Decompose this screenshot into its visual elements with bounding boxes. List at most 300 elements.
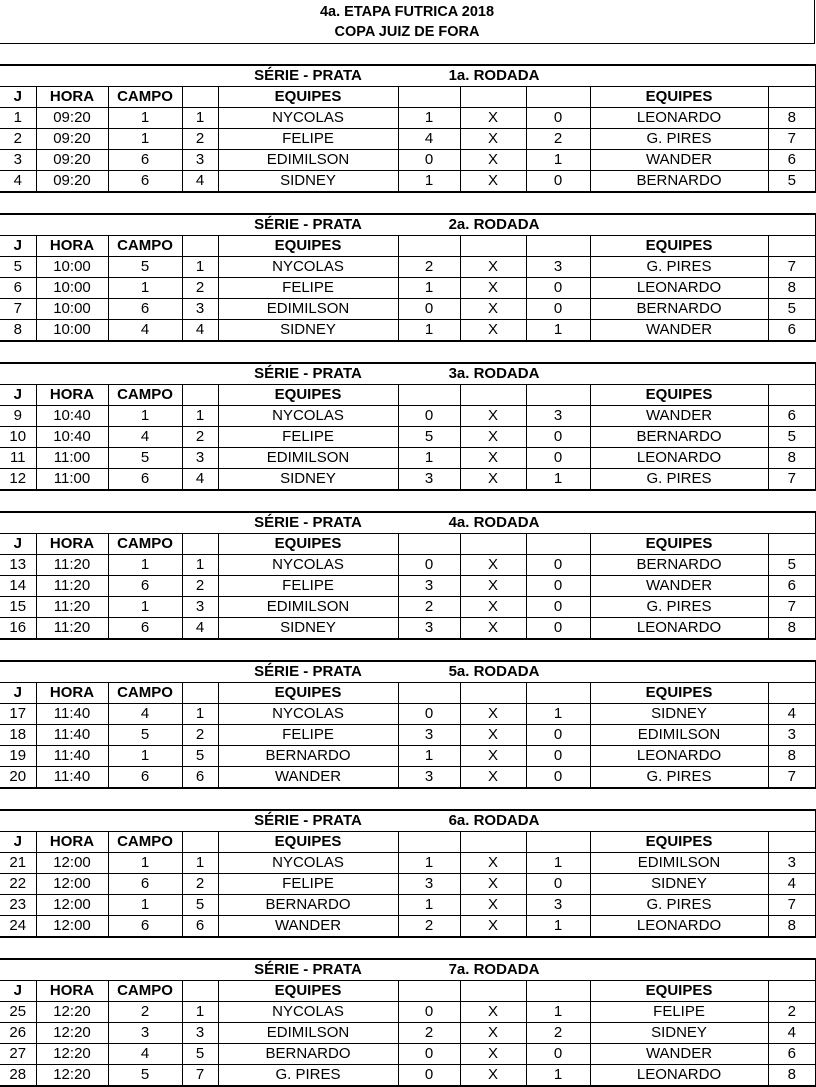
team2-number: 4 — [768, 704, 816, 725]
game-time: 11:20 — [36, 555, 108, 576]
team1-name: BERNARDO — [218, 746, 398, 767]
game-time: 11:00 — [36, 469, 108, 491]
game-number: 9 — [0, 406, 36, 427]
game-time: 12:00 — [36, 874, 108, 895]
header-spacer — [590, 810, 816, 832]
game-field: 1 — [108, 108, 182, 129]
col-header-equipes-right: EQUIPES — [590, 385, 768, 406]
team1-score: 2 — [398, 916, 460, 938]
col-header-blank — [182, 236, 218, 257]
team2-name: WANDER — [590, 406, 768, 427]
team2-name: BERNARDO — [590, 171, 768, 193]
team1-name: FELIPE — [218, 874, 398, 895]
table-row — [0, 427, 816, 448]
rodada-label: 5a. RODADA — [398, 661, 590, 683]
team1-number: 2 — [182, 278, 218, 299]
team1-score: 4 — [398, 129, 460, 150]
team1-name: WANDER — [218, 767, 398, 789]
team2-name: LEONARDO — [590, 278, 768, 299]
team1-score: 1 — [398, 320, 460, 342]
versus-mark: X — [460, 150, 526, 171]
rodada-label: 3a. RODADA — [398, 363, 590, 385]
col-header-equipes-left: EQUIPES — [218, 832, 398, 853]
table-row — [0, 448, 816, 469]
game-number: 10 — [0, 427, 36, 448]
team1-score: 1 — [398, 171, 460, 193]
game-field: 1 — [108, 278, 182, 299]
team1-number: 5 — [182, 1044, 218, 1065]
versus-mark: X — [460, 469, 526, 491]
col-header-blank — [526, 832, 590, 853]
team2-number: 8 — [768, 746, 816, 767]
team2-number: 8 — [768, 1065, 816, 1087]
team1-score: 1 — [398, 746, 460, 767]
col-header-blank — [398, 87, 460, 108]
game-number: 13 — [0, 555, 36, 576]
round-table — [0, 511, 816, 640]
game-time: 12:00 — [36, 895, 108, 916]
col-header-j: J — [0, 87, 36, 108]
team2-name: G. PIRES — [590, 597, 768, 618]
team1-number: 7 — [182, 1065, 218, 1087]
team1-number: 1 — [182, 704, 218, 725]
game-number: 23 — [0, 895, 36, 916]
game-field: 4 — [108, 1044, 182, 1065]
serie-label: SÉRIE - PRATA — [218, 214, 398, 236]
team2-score: 0 — [526, 171, 590, 193]
team1-score: 2 — [398, 257, 460, 278]
team2-score: 1 — [526, 320, 590, 342]
table-row — [0, 469, 816, 491]
col-header-blank — [526, 981, 590, 1002]
game-number: 28 — [0, 1065, 36, 1087]
team2-score: 0 — [526, 448, 590, 469]
round-table — [0, 213, 816, 342]
team1-number: 3 — [182, 448, 218, 469]
team2-name: WANDER — [590, 576, 768, 597]
header-spacer — [590, 661, 816, 683]
versus-mark: X — [460, 704, 526, 725]
header-spacer — [590, 363, 816, 385]
team2-name: BERNARDO — [590, 299, 768, 320]
team2-number: 6 — [768, 576, 816, 597]
col-header-blank — [526, 87, 590, 108]
col-header-hora: HORA — [36, 87, 108, 108]
team2-score: 1 — [526, 853, 590, 874]
team2-number: 5 — [768, 427, 816, 448]
col-header-blank — [460, 683, 526, 704]
col-header-j: J — [0, 236, 36, 257]
team2-score: 2 — [526, 129, 590, 150]
game-field: 6 — [108, 874, 182, 895]
versus-mark: X — [460, 555, 526, 576]
round-table — [0, 660, 816, 789]
col-header-blank — [768, 236, 816, 257]
team2-number: 5 — [768, 171, 816, 193]
col-header-blank — [460, 534, 526, 555]
col-header-equipes-left: EQUIPES — [218, 981, 398, 1002]
game-field: 4 — [108, 427, 182, 448]
team2-name: EDIMILSON — [590, 725, 768, 746]
table-row — [0, 704, 816, 725]
table-row — [0, 299, 816, 320]
team2-number: 4 — [768, 874, 816, 895]
col-header-blank — [526, 534, 590, 555]
team1-name: EDIMILSON — [218, 1023, 398, 1044]
team2-number: 7 — [768, 469, 816, 491]
game-field: 1 — [108, 746, 182, 767]
round-table — [0, 64, 816, 193]
game-number: 12 — [0, 469, 36, 491]
game-time: 12:20 — [36, 1065, 108, 1087]
team2-name: WANDER — [590, 1044, 768, 1065]
game-number: 17 — [0, 704, 36, 725]
team2-score: 1 — [526, 150, 590, 171]
team2-name: G. PIRES — [590, 895, 768, 916]
cup-title: COPA JUIZ DE FORA — [334, 24, 480, 40]
header-spacer — [0, 512, 218, 534]
game-time: 12:20 — [36, 1044, 108, 1065]
event-title: 4a. ETAPA FUTRICA 2018 — [319, 4, 495, 20]
document-header — [0, 0, 815, 44]
team1-score: 1 — [398, 853, 460, 874]
game-number: 19 — [0, 746, 36, 767]
col-header-blank — [182, 683, 218, 704]
table-row — [0, 555, 816, 576]
col-header-blank — [526, 385, 590, 406]
versus-mark: X — [460, 257, 526, 278]
game-field: 1 — [108, 853, 182, 874]
table-row — [0, 597, 816, 618]
game-field: 1 — [108, 895, 182, 916]
team1-name: G. PIRES — [218, 1065, 398, 1087]
col-header-blank — [398, 385, 460, 406]
round-table — [0, 362, 816, 491]
team2-name: LEONARDO — [590, 746, 768, 767]
game-field: 5 — [108, 448, 182, 469]
col-header-j: J — [0, 534, 36, 555]
team1-score: 3 — [398, 576, 460, 597]
team2-name: WANDER — [590, 150, 768, 171]
versus-mark: X — [460, 895, 526, 916]
versus-mark: X — [460, 1065, 526, 1087]
header-spacer — [590, 512, 816, 534]
team1-score: 0 — [398, 1002, 460, 1023]
team1-score: 0 — [398, 150, 460, 171]
team1-number: 2 — [182, 576, 218, 597]
game-number: 7 — [0, 299, 36, 320]
team2-number: 3 — [768, 853, 816, 874]
team1-name: NYCOLAS — [218, 108, 398, 129]
table-row — [0, 406, 816, 427]
game-number: 3 — [0, 150, 36, 171]
team2-number: 7 — [768, 257, 816, 278]
team1-number: 1 — [182, 853, 218, 874]
game-number: 8 — [0, 320, 36, 342]
team1-score: 2 — [398, 597, 460, 618]
game-time: 10:40 — [36, 406, 108, 427]
game-number: 24 — [0, 916, 36, 938]
team1-number: 2 — [182, 874, 218, 895]
col-header-j: J — [0, 981, 36, 1002]
team2-score: 1 — [526, 916, 590, 938]
game-time: 11:40 — [36, 704, 108, 725]
team1-name: FELIPE — [218, 427, 398, 448]
col-header-hora: HORA — [36, 236, 108, 257]
team2-number: 6 — [768, 150, 816, 171]
team1-name: NYCOLAS — [218, 704, 398, 725]
col-header-blank — [460, 832, 526, 853]
team2-number: 5 — [768, 555, 816, 576]
col-header-blank — [768, 87, 816, 108]
game-field: 1 — [108, 555, 182, 576]
game-time: 10:00 — [36, 278, 108, 299]
game-field: 6 — [108, 618, 182, 640]
col-header-equipes-left: EQUIPES — [218, 683, 398, 704]
table-row — [0, 1044, 816, 1065]
game-number: 21 — [0, 853, 36, 874]
team2-name: G. PIRES — [590, 129, 768, 150]
game-field: 6 — [108, 469, 182, 491]
team1-number: 3 — [182, 597, 218, 618]
team1-score: 0 — [398, 704, 460, 725]
team2-score: 0 — [526, 299, 590, 320]
rodada-label: 7a. RODADA — [398, 959, 590, 981]
team1-score: 3 — [398, 767, 460, 789]
versus-mark: X — [460, 746, 526, 767]
game-time: 09:20 — [36, 171, 108, 193]
col-header-blank — [460, 236, 526, 257]
team2-score: 0 — [526, 874, 590, 895]
versus-mark: X — [460, 299, 526, 320]
col-header-hora: HORA — [36, 832, 108, 853]
col-header-j: J — [0, 683, 36, 704]
team1-score: 5 — [398, 427, 460, 448]
col-header-equipes-left: EQUIPES — [218, 236, 398, 257]
team1-number: 1 — [182, 555, 218, 576]
team1-number: 4 — [182, 618, 218, 640]
team2-score: 0 — [526, 108, 590, 129]
team1-name: SIDNEY — [218, 171, 398, 193]
header-spacer — [0, 363, 218, 385]
team1-number: 4 — [182, 469, 218, 491]
team1-name: SIDNEY — [218, 618, 398, 640]
table-row — [0, 171, 816, 193]
col-header-campo: CAMPO — [108, 87, 182, 108]
team2-score: 0 — [526, 427, 590, 448]
team2-score: 0 — [526, 555, 590, 576]
col-header-blank — [768, 683, 816, 704]
versus-mark: X — [460, 129, 526, 150]
table-row — [0, 1002, 816, 1023]
team2-score: 1 — [526, 1002, 590, 1023]
team1-name: WANDER — [218, 916, 398, 938]
col-header-blank — [768, 832, 816, 853]
game-time: 12:00 — [36, 853, 108, 874]
team1-score: 0 — [398, 406, 460, 427]
team2-number: 6 — [768, 406, 816, 427]
team2-score: 1 — [526, 469, 590, 491]
team2-name: G. PIRES — [590, 257, 768, 278]
game-number: 22 — [0, 874, 36, 895]
col-header-blank — [526, 683, 590, 704]
header-spacer — [590, 959, 816, 981]
col-header-blank — [768, 385, 816, 406]
game-field: 5 — [108, 725, 182, 746]
team1-score: 3 — [398, 874, 460, 895]
col-header-equipes-right: EQUIPES — [590, 236, 768, 257]
serie-label: SÉRIE - PRATA — [218, 65, 398, 87]
team2-score: 2 — [526, 1023, 590, 1044]
team2-score: 0 — [526, 1044, 590, 1065]
col-header-campo: CAMPO — [108, 832, 182, 853]
team2-score: 3 — [526, 257, 590, 278]
table-row — [0, 576, 816, 597]
team1-number: 3 — [182, 1023, 218, 1044]
table-row — [0, 320, 816, 342]
team2-number: 8 — [768, 108, 816, 129]
game-number: 27 — [0, 1044, 36, 1065]
serie-label: SÉRIE - PRATA — [218, 363, 398, 385]
game-field: 2 — [108, 1002, 182, 1023]
table-row — [0, 853, 816, 874]
team2-number: 4 — [768, 1023, 816, 1044]
versus-mark: X — [460, 427, 526, 448]
team2-name: BERNARDO — [590, 555, 768, 576]
team1-name: BERNARDO — [218, 1044, 398, 1065]
team1-number: 5 — [182, 895, 218, 916]
col-header-j: J — [0, 385, 36, 406]
team1-number: 1 — [182, 1002, 218, 1023]
game-number: 26 — [0, 1023, 36, 1044]
team2-number: 5 — [768, 299, 816, 320]
versus-mark: X — [460, 874, 526, 895]
game-time: 11:00 — [36, 448, 108, 469]
col-header-equipes-right: EQUIPES — [590, 683, 768, 704]
table-row — [0, 916, 816, 938]
col-header-blank — [398, 981, 460, 1002]
col-header-equipes-right: EQUIPES — [590, 534, 768, 555]
col-header-blank — [398, 683, 460, 704]
team1-score: 1 — [398, 278, 460, 299]
game-field: 5 — [108, 1065, 182, 1087]
team2-name: SIDNEY — [590, 704, 768, 725]
rodada-label: 2a. RODADA — [398, 214, 590, 236]
game-field: 1 — [108, 597, 182, 618]
game-number: 16 — [0, 618, 36, 640]
team1-score: 0 — [398, 299, 460, 320]
game-number: 6 — [0, 278, 36, 299]
header-spacer — [590, 214, 816, 236]
col-header-hora: HORA — [36, 981, 108, 1002]
header-spacer — [0, 661, 218, 683]
table-row — [0, 618, 816, 640]
game-time: 12:20 — [36, 1023, 108, 1044]
team1-name: FELIPE — [218, 278, 398, 299]
game-field: 6 — [108, 171, 182, 193]
versus-mark: X — [460, 278, 526, 299]
team2-name: G. PIRES — [590, 767, 768, 789]
table-row — [0, 874, 816, 895]
team1-number: 1 — [182, 257, 218, 278]
game-time: 12:20 — [36, 1002, 108, 1023]
team1-number: 3 — [182, 150, 218, 171]
game-number: 5 — [0, 257, 36, 278]
game-field: 6 — [108, 916, 182, 938]
game-field: 1 — [108, 129, 182, 150]
col-header-equipes-left: EQUIPES — [218, 87, 398, 108]
team2-name: LEONARDO — [590, 916, 768, 938]
game-time: 11:40 — [36, 767, 108, 789]
team1-name: NYCOLAS — [218, 1002, 398, 1023]
team2-score: 0 — [526, 618, 590, 640]
team2-score: 0 — [526, 725, 590, 746]
team1-name: SIDNEY — [218, 320, 398, 342]
col-header-hora: HORA — [36, 385, 108, 406]
team1-name: NYCOLAS — [218, 853, 398, 874]
rodada-label: 1a. RODADA — [398, 65, 590, 87]
team1-score: 1 — [398, 108, 460, 129]
team1-score: 3 — [398, 725, 460, 746]
col-header-hora: HORA — [36, 534, 108, 555]
team1-name: BERNARDO — [218, 895, 398, 916]
team2-name: LEONARDO — [590, 108, 768, 129]
team1-name: NYCOLAS — [218, 406, 398, 427]
col-header-blank — [460, 981, 526, 1002]
team1-number: 1 — [182, 108, 218, 129]
team2-score: 0 — [526, 576, 590, 597]
team2-score: 1 — [526, 704, 590, 725]
header-spacer — [0, 810, 218, 832]
table-row — [0, 129, 816, 150]
team2-name: WANDER — [590, 320, 768, 342]
team1-name: FELIPE — [218, 129, 398, 150]
versus-mark: X — [460, 1023, 526, 1044]
col-header-blank — [398, 236, 460, 257]
versus-mark: X — [460, 108, 526, 129]
team1-number: 4 — [182, 320, 218, 342]
rodada-label: 6a. RODADA — [398, 810, 590, 832]
col-header-campo: CAMPO — [108, 683, 182, 704]
team2-number: 2 — [768, 1002, 816, 1023]
team2-number: 8 — [768, 278, 816, 299]
team2-score: 0 — [526, 746, 590, 767]
game-time: 10:00 — [36, 320, 108, 342]
team2-number: 7 — [768, 767, 816, 789]
game-number: 4 — [0, 171, 36, 193]
col-header-blank — [182, 534, 218, 555]
versus-mark: X — [460, 618, 526, 640]
header-spacer — [590, 65, 816, 87]
game-time: 10:00 — [36, 299, 108, 320]
game-time: 10:40 — [36, 427, 108, 448]
team2-number: 7 — [768, 895, 816, 916]
game-time: 11:20 — [36, 576, 108, 597]
team2-number: 6 — [768, 320, 816, 342]
serie-label: SÉRIE - PRATA — [218, 512, 398, 534]
team1-score: 0 — [398, 1065, 460, 1087]
col-header-equipes-left: EQUIPES — [218, 385, 398, 406]
team1-score: 2 — [398, 1023, 460, 1044]
team1-name: SIDNEY — [218, 469, 398, 491]
team2-score: 0 — [526, 767, 590, 789]
game-time: 09:20 — [36, 108, 108, 129]
team2-name: SIDNEY — [590, 1023, 768, 1044]
team2-number: 8 — [768, 916, 816, 938]
versus-mark: X — [460, 1002, 526, 1023]
serie-label: SÉRIE - PRATA — [218, 810, 398, 832]
team2-name: EDIMILSON — [590, 853, 768, 874]
